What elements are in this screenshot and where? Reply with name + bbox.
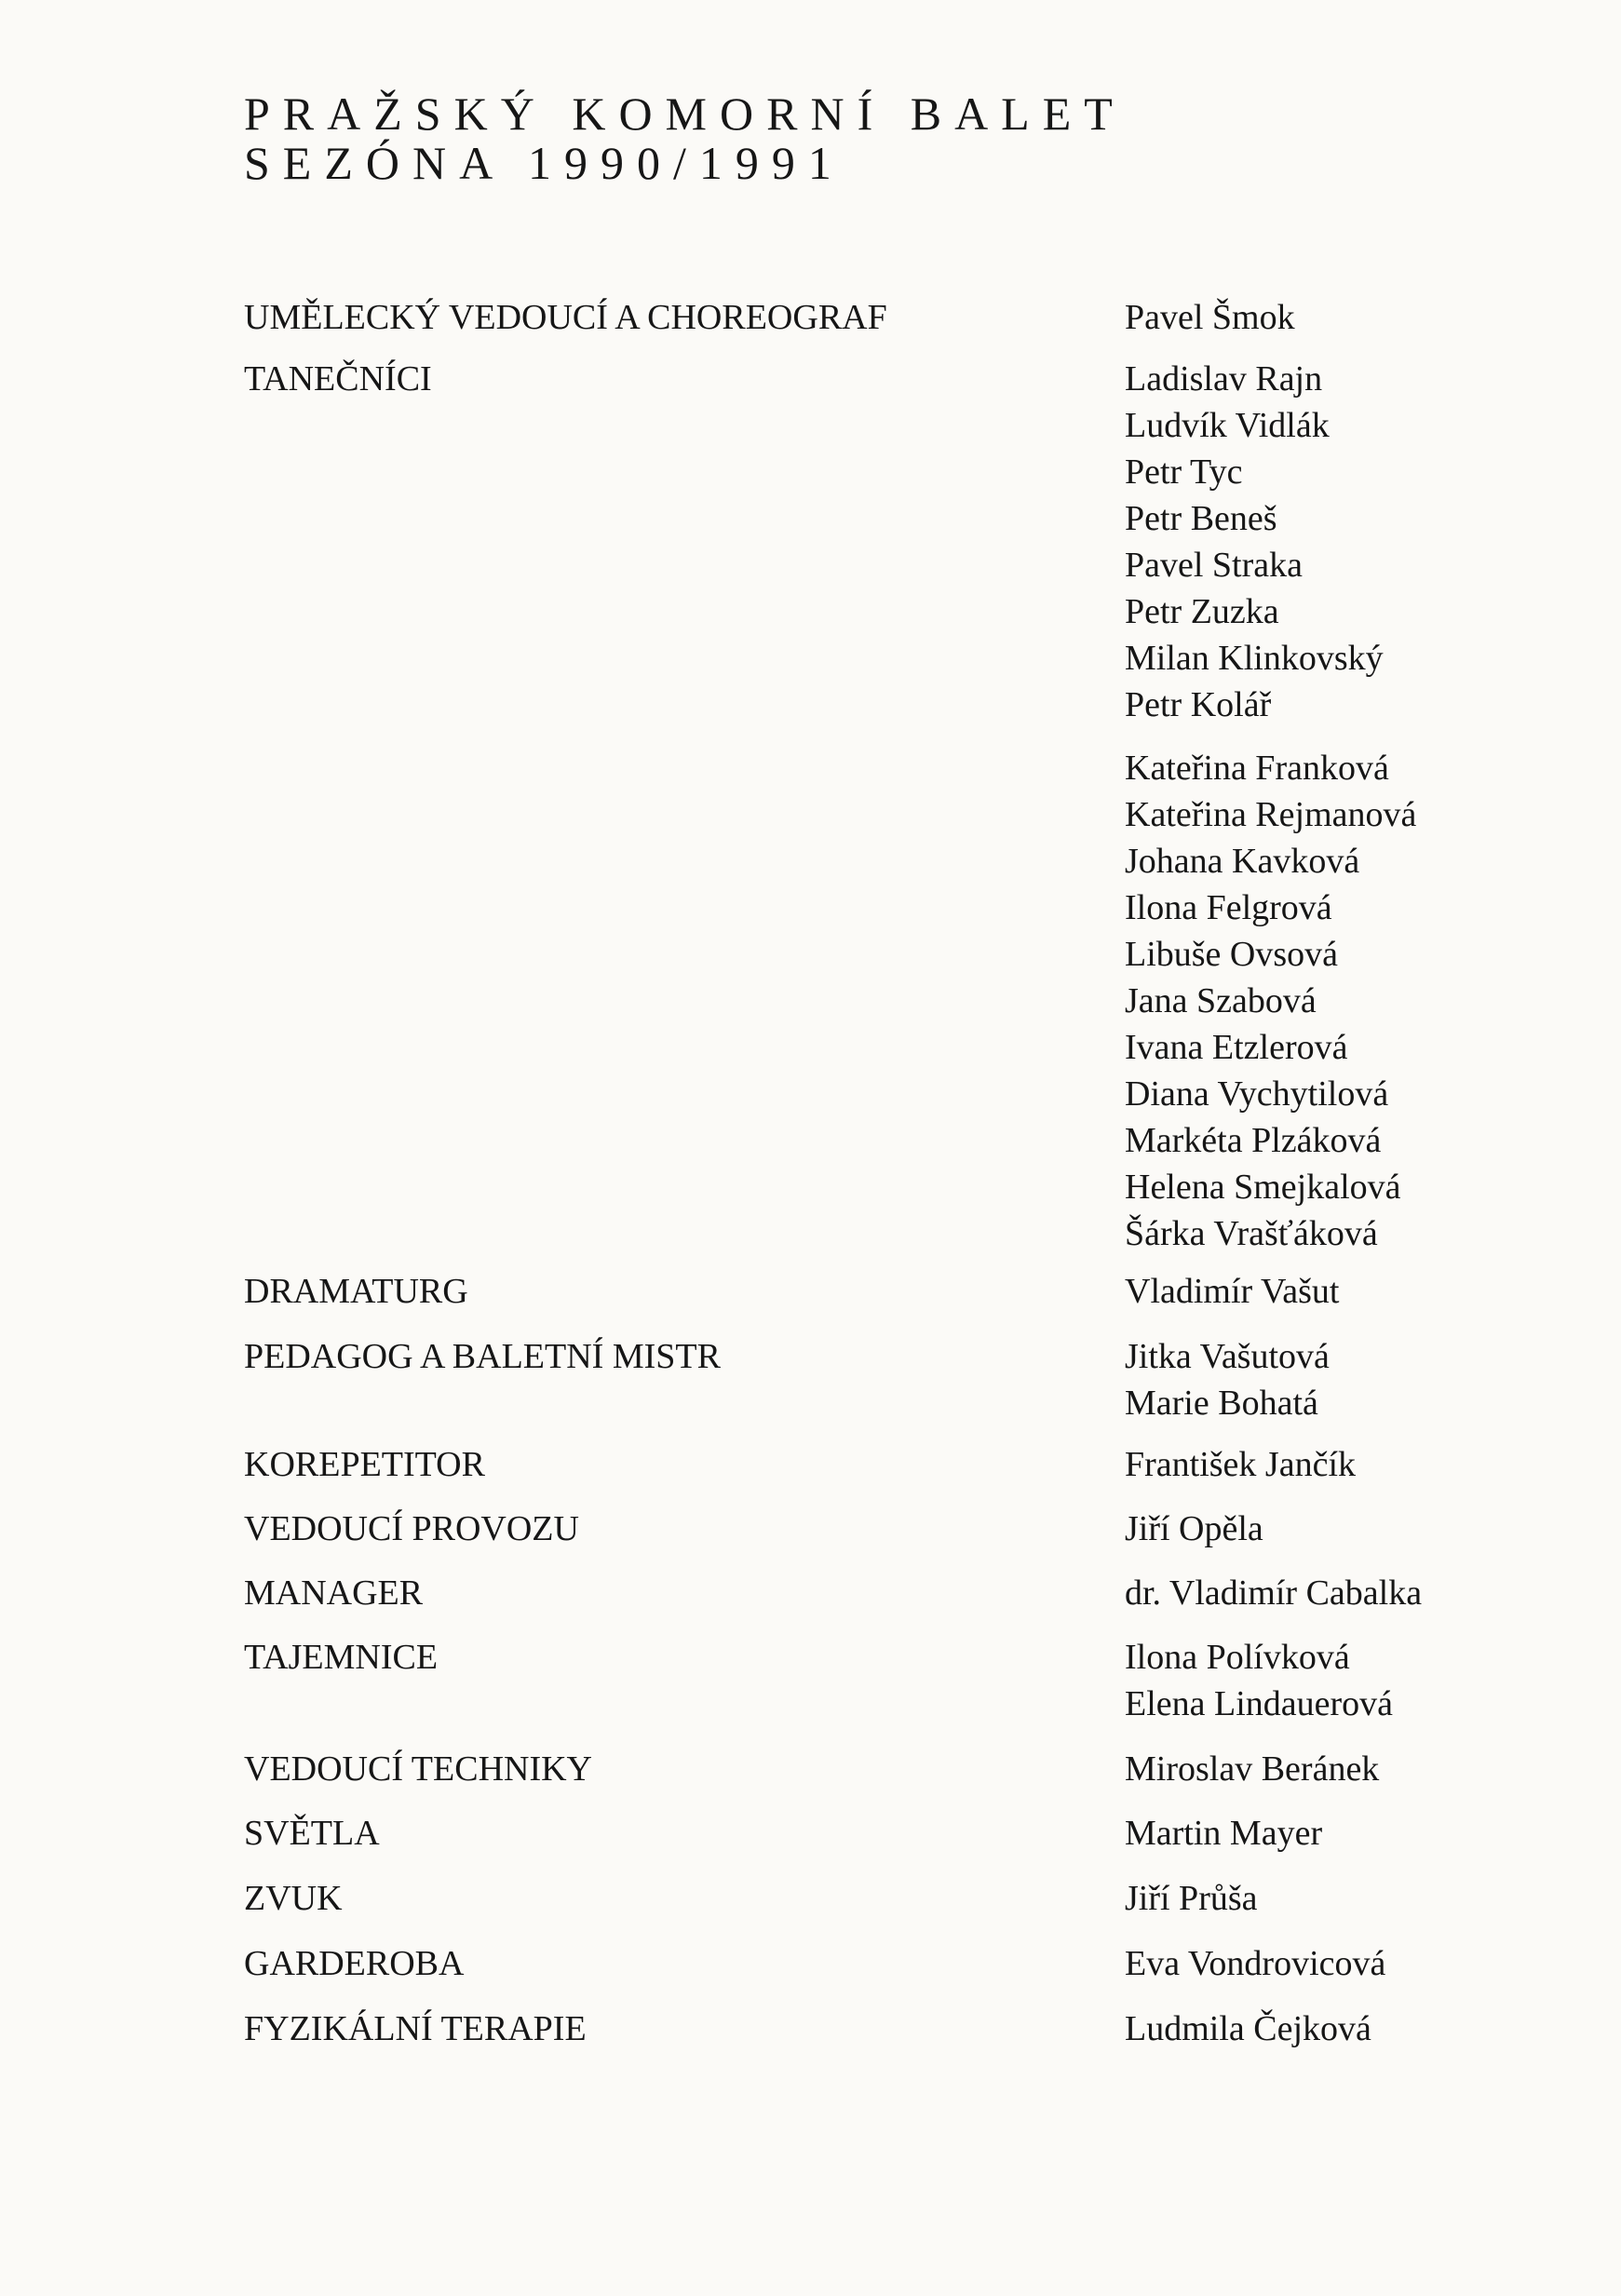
person-name: Helena Smejkalová <box>1125 1168 1401 1207</box>
names-manager <box>1125 1570 1422 1616</box>
person-name: Johana Kavková <box>1125 842 1360 881</box>
role-manager: MANAGER <box>244 1573 424 1613</box>
role-dramaturg: DRAMATURG <box>244 1272 468 1311</box>
names-operations <box>1125 1506 1263 1552</box>
role-dancers: TANEČNÍCI <box>244 359 432 398</box>
names-wardrobe <box>1125 1940 1385 1987</box>
names-lights <box>1125 1810 1322 1857</box>
page-title-line1: PRAŽSKÝ KOMORNÍ BALET <box>244 88 1126 140</box>
role-artistic-director: UMĚLECKÝ VEDOUCÍ A CHOREOGRAF <box>244 298 887 337</box>
names-dramaturg <box>1125 1268 1339 1315</box>
role-technical-head: VEDOUCÍ TECHNIKY <box>244 1749 592 1789</box>
names-physical-therapy <box>1125 2006 1371 2052</box>
page-title-line2: SEZÓNA 1990/1991 <box>244 137 844 189</box>
names-dancers-men <box>1125 356 1384 728</box>
person-name: Elena Lindauerová <box>1125 1684 1394 1723</box>
names-secretary <box>1125 1634 1393 1727</box>
person-name: Milan Klinkovský <box>1125 639 1384 678</box>
person-name: Martin Mayer <box>1125 1814 1323 1853</box>
person-name: Šárka Vrašťáková <box>1125 1214 1378 1253</box>
person-name: Petr Beneš <box>1125 499 1277 538</box>
role-wardrobe: GARDEROBA <box>244 1944 465 1983</box>
role-operations: VEDOUCÍ PROVOZU <box>244 1509 579 1548</box>
person-name: Vladimír Vašut <box>1125 1272 1340 1311</box>
person-name: Libuše Ovsová <box>1125 935 1339 974</box>
person-name: Pavel Šmok <box>1125 298 1295 337</box>
person-name: Miroslav Beránek <box>1125 1749 1380 1789</box>
person-name: Marie Bohatá <box>1125 1384 1318 1423</box>
person-name: Kateřina Rejmanová <box>1125 795 1417 834</box>
role-sound: ZVUK <box>244 1879 343 1918</box>
person-name: František Jančík <box>1125 1445 1357 1484</box>
person-name: Markéta Plzáková <box>1125 1121 1382 1160</box>
person-name: Ivana Etzlerová <box>1125 1028 1348 1067</box>
person-name: Ilona Polívková <box>1125 1638 1350 1677</box>
person-name: Jiří Opěla <box>1125 1509 1263 1548</box>
person-name: Jana Szabová <box>1125 981 1317 1020</box>
person-name: Petr Zuzka <box>1125 592 1279 631</box>
person-name: Ludvík Vidlák <box>1125 406 1330 445</box>
person-name: Jiří Průša <box>1125 1879 1258 1918</box>
person-name: Ludmila Čejková <box>1125 2009 1371 2048</box>
person-name: Kateřina Franková <box>1125 749 1389 788</box>
person-name: Pavel Straka <box>1125 546 1304 585</box>
person-name: Petr Kolář <box>1125 685 1272 724</box>
person-name: Ilona Felgrová <box>1125 888 1332 927</box>
names-dancers-women <box>1125 745 1416 1257</box>
names-artistic-director <box>1125 294 1295 341</box>
role-lights: SVĚTLA <box>244 1814 380 1853</box>
person-name: Jitka Vašutová <box>1125 1337 1330 1376</box>
person-name: Ladislav Rajn <box>1125 359 1323 398</box>
person-name: Diana Vychytilová <box>1125 1074 1389 1114</box>
names-technical-head <box>1125 1746 1379 1792</box>
role-physical-therapy: FYZIKÁLNÍ TERAPIE <box>244 2009 587 2048</box>
role-ballet-master: PEDAGOG A BALETNÍ MISTR <box>244 1337 721 1376</box>
person-name: Eva Vondrovicová <box>1125 1944 1386 1983</box>
person-name: dr. Vladimír Cabalka <box>1125 1573 1423 1613</box>
names-ballet-master <box>1125 1333 1330 1426</box>
names-sound <box>1125 1875 1258 1922</box>
role-korepetitor: KOREPETITOR <box>244 1445 485 1484</box>
person-name: Petr Tyc <box>1125 452 1243 492</box>
role-secretary: TAJEMNICE <box>244 1638 439 1677</box>
names-korepetitor <box>1125 1441 1356 1488</box>
